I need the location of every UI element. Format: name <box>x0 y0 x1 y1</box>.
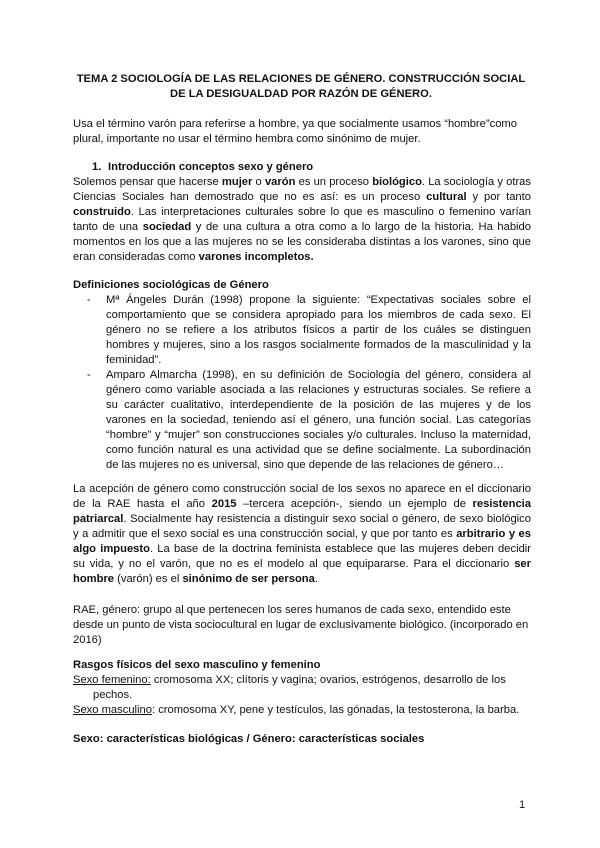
sexo-femenino-label: Sexo femenino: <box>73 674 151 686</box>
rasgos-heading: Rasgos físicos del sexo masculino y femenino <box>73 659 321 671</box>
sexo-femenino-continuation: pechos. <box>93 689 133 701</box>
text-run: . Socialmente hay resistencia a distinguir sexo social o género, de sexo biológico y a admitir que el sexo social es una construcción social, y que por tanto es <box>73 513 531 540</box>
list-item-text: Mª Ángeles Durán (1998) propone la siguiente: “Expectativas sociales sobre el comportamiento que se considera apropiado para los miembros de cada sexo. El género no se refiere a los atributos físicos a partir de los cuáles se distinguen hombres y mujeres, sino a los rasgos socialmente formados de la masculinidad y la feminidad”. <box>106 294 531 366</box>
text-run: –tercera acepción-, siendo un ejemplo de <box>236 498 473 510</box>
sexo-femenino-text: cromosoma XX; clítoris y vagina; ovarios, estrógenos, desarrollo de los <box>150 674 506 686</box>
definitions-heading: Definiciones sociológicas de Género <box>73 279 269 291</box>
title-line-2: DE LA DESIGUALDAD POR RAZÓN DE GÉNERO. <box>170 88 432 100</box>
text-run: . Las interpretaciones culturales sobre lo que es masculino o femenino varían tanto de una <box>73 206 531 233</box>
bold-term: ser hombre <box>73 558 531 585</box>
bold-term: sociedad <box>142 221 192 233</box>
sexo-femenino-line <box>73 673 531 688</box>
rae-definition: RAE, género: grupo al que pertenecen los seres humanos de cada sexo, entendido este desde un punto de vista sociocultural en lugar de exclusivamente biológico. (incorporado en 2016) <box>73 604 529 646</box>
section-number: 1. <box>92 161 102 173</box>
bold-term: mujer <box>221 176 253 188</box>
bold-term: cultural <box>426 191 467 203</box>
list-item-text: Amparo Almarcha (1998), en su definición de Sociología del género, considera al género como variable asociada a las relaciones y estructuras sociales. Se refiere a su carácter cualitativo, interdependiente de la posición de las mujeres y de los varones en la sociedad, teniendo así el género, una función social. Las categorías “hombre” y “mujer” son construcciones sociales y/o culturales. Incluso la maternidad, como función natural es una actividad que se define socialmente. La subordinación de las mujeres no es universal, sino que depende de las relaciones de género… <box>106 369 531 471</box>
sexo-masculino-label: Sexo masculino <box>73 704 152 716</box>
bold-term: 2015 <box>211 498 237 510</box>
list-item <box>73 368 531 473</box>
definitions-list <box>73 293 531 473</box>
bold-term: construido <box>73 206 131 218</box>
text-run: y de una cultura a otra como a lo largo de la historia. Ha habido momentos en los que a las mujeres no se les consideraba distintas a los varones, sino que eran consideradas como <box>73 221 531 263</box>
text-run: es un proceso <box>295 176 373 188</box>
text-run: Solemos pensar que hacerse <box>73 176 222 188</box>
section-1-paragraph <box>73 175 531 265</box>
text-run: . La sociología y otras Ciencias Sociales han demostrado que no es así: es un proceso <box>73 176 531 203</box>
text-run: y por tanto <box>466 191 531 203</box>
dash-bullet: - <box>87 294 91 306</box>
bold-term: arbitrario y es algo impuesto <box>73 528 531 555</box>
list-item <box>73 293 531 368</box>
rae-paragraph <box>73 482 531 587</box>
dash-bullet: - <box>87 369 91 381</box>
intro-paragraph: Usa el término varón para referirse a hombre, ya que socialmente usamos “hombre”como plural, importante no usar el término hembra como sinónimo de mujer. <box>73 118 517 145</box>
text-run: (varón) es el <box>114 573 183 585</box>
page-number: 1 <box>519 799 526 811</box>
bold-term: sinónimo de ser persona <box>182 573 315 585</box>
bold-term: biológico <box>372 176 422 188</box>
section-1-heading <box>92 160 313 175</box>
sexo-masculino-text: : cromosoma XY, pene y testículos, las gónadas, la testosterona, la barba. <box>151 704 520 716</box>
text-run: La acepción de género como construcción social de los sexos no aparece en el diccionario de la RAE hasta el año <box>73 483 531 510</box>
text-run: . La base de la doctrina feminista establece que las mujeres deben decidir su vida, y no el varón, que no es el modelo al que equipararse. Para el diccionario <box>73 543 531 570</box>
text-run: o <box>252 176 265 188</box>
document-title <box>70 72 532 102</box>
bold-term: varón <box>264 176 296 188</box>
title-line-1: TEMA 2 SOCIOLOGÍA DE LAS RELACIONES DE GÉNERO. CONSTRUCCIÓN SOCIAL <box>76 73 526 85</box>
bold-term: resistencia patriarcal <box>73 498 532 525</box>
sexo-genero-heading: Sexo: características biológicas / Género: características sociales <box>73 733 425 745</box>
section-title: Introducción conceptos sexo y género <box>108 161 314 173</box>
sexo-masculino-line <box>73 703 531 718</box>
text-run: . <box>314 573 318 585</box>
bold-term: varones incompletos. <box>198 251 314 263</box>
